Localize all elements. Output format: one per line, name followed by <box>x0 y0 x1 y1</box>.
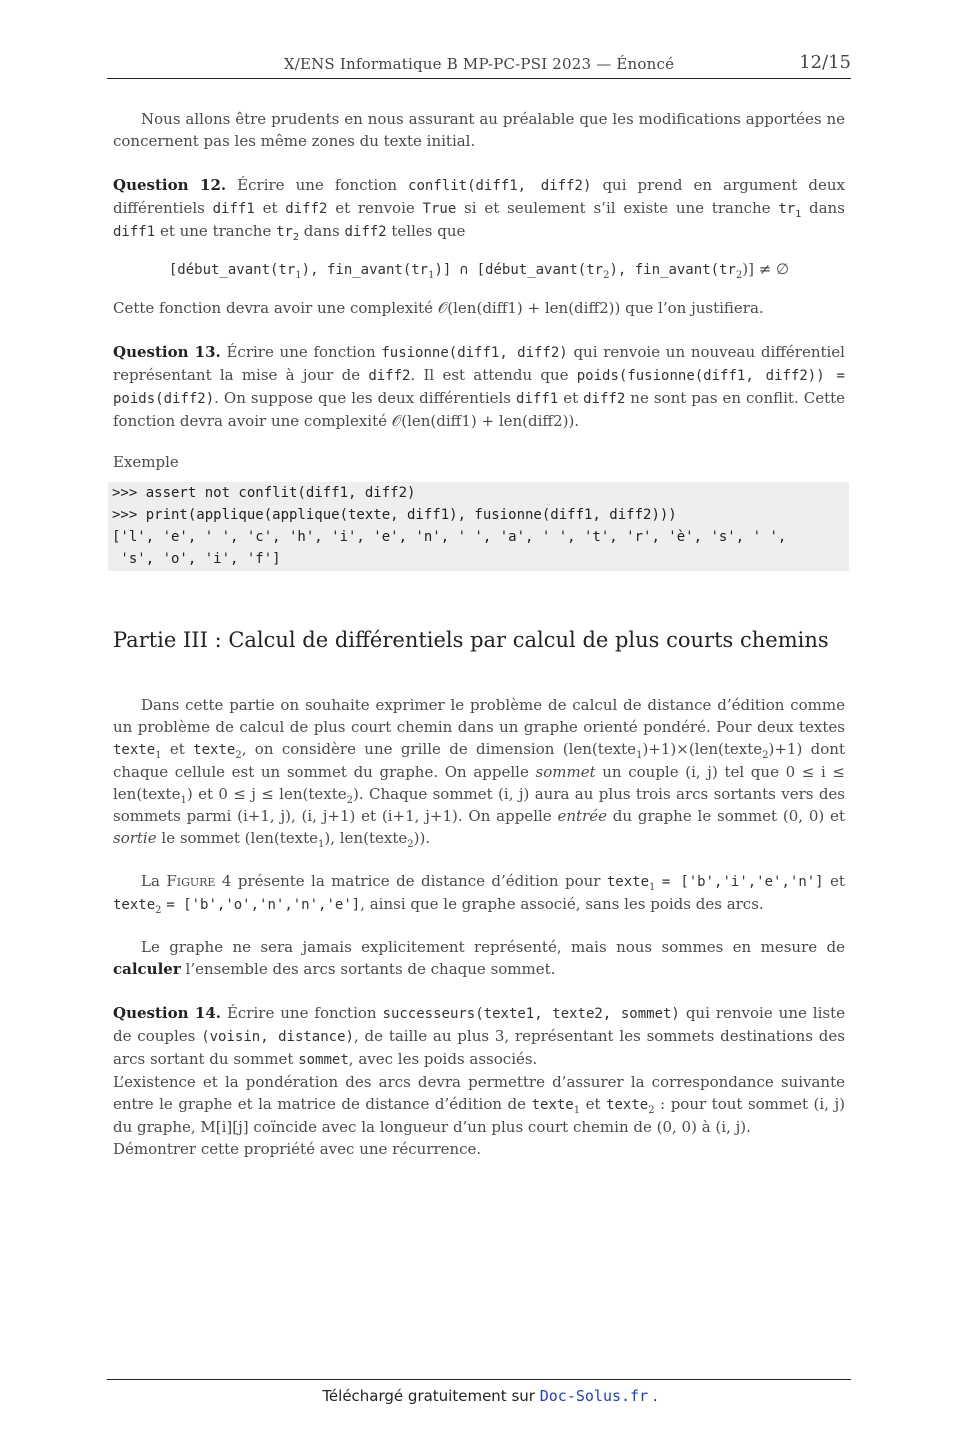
example-label: Exemple <box>113 453 179 471</box>
q12-text: et <box>262 199 278 217</box>
code-line: >>> assert not conflit(diff1, diff2) <box>112 485 416 501</box>
interval-formula: [$début\_avant(tr_1)$, $fin\_avant(tr_1)$] ∩ [$début\_avant(tr_2)$, $fin\_avant(tr_2)$] ≠ ∅ <box>168 260 790 281</box>
q12-text: telles que <box>391 222 466 240</box>
footer-rule <box>107 1379 851 1380</box>
q12-code: $tr_2$ <box>276 224 299 243</box>
part3-paragraph-2: La Figure 4 présente la matrice de distance d’édition pour texte$_1$ = ['b','i','e','n'] et texte$_2$ = ['b','o','n','n','e'], ainsi que le graphe associé, sans les poids des arcs. <box>113 872 845 916</box>
q13-text: Écrire une fonction <box>226 343 376 361</box>
q13-text: ne sont pas en conflit. Cette fonction devra avoir une complexité 𝒪(len(diff1) + len(diff2)). <box>113 389 846 430</box>
code-line: >>> print(applique(applique(texte, diff1), fusionne(diff1, diff2))) <box>112 507 677 523</box>
q13-text: . On suppose que les deux différentiels <box>214 389 512 407</box>
q13-text: . Il est attendu que <box>410 366 569 384</box>
q12-text: dans <box>303 222 340 240</box>
q12-code: $tr_1$ <box>778 201 802 220</box>
q12-text: dans <box>809 199 845 217</box>
section-title: Partie III : Calcul de différentiels par calcul de plus courts chemins <box>113 628 829 652</box>
footer <box>0 1387 980 1405</box>
q12-code: True <box>422 201 457 217</box>
q12-code: diff2 <box>285 201 328 217</box>
q13-text: qui renvoie un nouveau différentiel représentant la mise à jour de <box>113 343 845 384</box>
q12-code: diff2 <box>344 224 387 240</box>
header-title: X/ENS Informatique B MP-PC-PSI 2023 — Énoncé <box>283 55 675 73</box>
q12-text: qui prend en argument deux différentiels <box>113 176 845 217</box>
q12-text: et renvoie <box>335 199 415 217</box>
part3-paragraph-3: Le graphe ne sera jamais explicitement représenté, mais nous sommes en mesure de calculer l’ensemble des arcs sortants de chaque sommet. <box>113 938 845 978</box>
q13-code: fusionne(diff1, diff2) <box>381 345 568 361</box>
footer-text: Téléchargé gratuitement sur <box>322 1387 535 1405</box>
q13-code: poids(fusionne(diff1, diff2)) = poids(diff2) <box>113 368 845 407</box>
code-line: ['l', 'e', ' ', 'c', 'h', 'i', 'e', 'n', ' ', 'a', ' ', 't', 'r', 'è', 's', ' ', <box>112 529 787 545</box>
question-14-label: Question 14. <box>113 1004 221 1022</box>
page-number: 12/15 <box>799 52 851 73</box>
doc-solus-link[interactable]: Doc-Solus.fr <box>539 1387 649 1405</box>
q12-complexity: Cette fonction devra avoir une complexité 𝒪(len(diff1) + len(diff2)) que l’on justifiera. <box>113 299 764 317</box>
q12-text: Écrire une fonction <box>237 176 398 194</box>
intro-paragraph: Nous allons être prudents en nous assurant au préalable que les modifications apportées ne concernent pas les même zones du texte initial. <box>113 110 845 150</box>
q12-code: conflit(diff1, diff2) <box>408 178 592 194</box>
q12-text: et une tranche <box>159 222 272 240</box>
question-13 <box>113 341 845 432</box>
part3-paragraph-1: Dans cette partie on souhaite exprimer le problème de calcul de distance d’édition comme un problème de calcul de plus court chemin dans un graphe orienté pondéré. Pour deux textes texte$_1$ et texte$_2$, on considère une grille de dimension (len(texte$_1$)+1)×(len(texte$_2$)+1) dont chaque cellule est un sommet du graphe. On appelle sommet un couple (i, j) tel que 0 ≤ i ≤ len(texte$_1$) et 0 ≤ j ≤ len(texte$_2$). Chaque sommet (i, j) aura au plus trois arcs sortants vers des sommets parmi (i+1, j), (i, j+1) et (i+1, j+1). On appelle entrée du graphe le sommet (0, 0) et sortie le sommet (len(texte$_1$), len(texte$_2$)). <box>113 696 846 850</box>
q12-code: diff1 <box>113 224 156 240</box>
code-example <box>108 482 849 571</box>
q13-code: diff2 <box>583 391 626 407</box>
q13-text: et <box>563 389 579 407</box>
q13-code: diff1 <box>516 391 559 407</box>
q12-code: diff1 <box>212 201 255 217</box>
question-12 <box>113 174 845 243</box>
question-14: Question 14. Écrire une fonction successeurs(texte1, texte2, sommet) qui renvoie une liste de couples (voisin, distance), de taille au plus 3, représentant les sommets destinations des arcs sortant du sommet sommet, avec les poids associés. L’existence et la pondération des arcs devra permettre d’assurer la correspondance suivante entre le graphe et la matrice de distance d’édition de texte$_1$ et texte$_2$ : pour tout sommet (i, j) du graphe, M[i][j] coïncide avec la longueur d’un plus court chemin de (0, 0) à (i, j). Démontrer cette propriété avec une récurrence. <box>113 1004 845 1158</box>
code-line: 's', 'o', 'i', 'f'] <box>112 551 281 567</box>
question-13-label: Question 13. <box>113 343 221 361</box>
page-header <box>107 52 851 79</box>
q12-text: si et seulement s’il existe une tranche <box>464 199 771 217</box>
q13-code: diff2 <box>368 368 411 384</box>
question-12-label: Question 12. <box>113 176 227 194</box>
footer-dot: . <box>652 1387 658 1405</box>
